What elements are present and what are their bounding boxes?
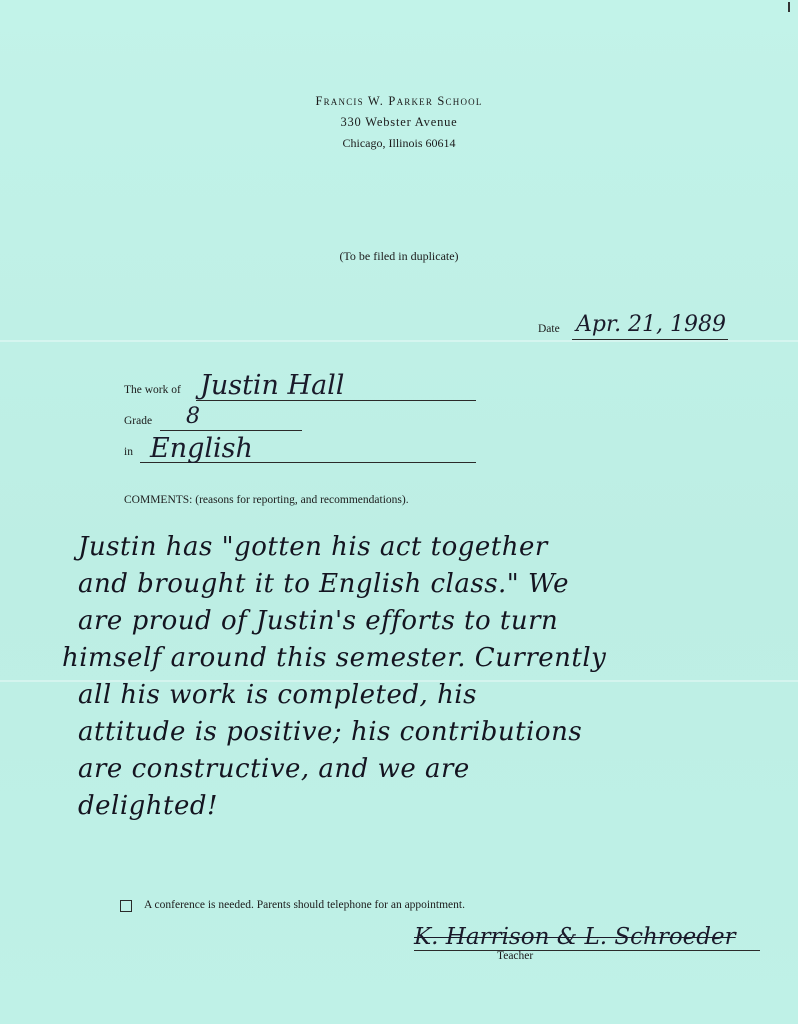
grade-line: [160, 430, 302, 431]
grade-value: 8: [186, 404, 200, 429]
teacher-signature-line: [414, 950, 760, 951]
edge-mark: [788, 2, 790, 12]
teacher-label: Teacher: [497, 950, 534, 962]
date-value: Apr. 21, 1989: [576, 312, 727, 337]
grade-label: Grade: [124, 415, 153, 427]
teacher-signature: K. Harrison & L. Schroeder: [414, 924, 736, 950]
comment-line: all his work is completed, his: [78, 680, 477, 710]
comment-line: delighted!: [78, 791, 218, 821]
comments-label: COMMENTS: (reasons for reporting, and recommendations).: [124, 494, 409, 506]
subject-label: in: [124, 446, 133, 458]
comment-line: are proud of Justin's efforts to turn: [78, 606, 559, 636]
comment-line: Justin has "gotten his act together: [78, 532, 548, 562]
comment-line: and brought it to English class." We: [78, 569, 570, 599]
comment-line: attitude is positive; his contributions: [78, 717, 583, 747]
filing-note: (To be filed in duplicate): [339, 249, 459, 263]
date-line: [572, 339, 728, 340]
subject-value: English: [150, 433, 253, 464]
paper-fold-crease: [0, 340, 798, 342]
conference-text: A conference is needed. Parents should telephone for an appointment.: [144, 899, 465, 911]
student-name: Justin Hall: [200, 370, 345, 401]
school-city: Chicago, Illinois 60614: [342, 136, 456, 150]
conference-checkbox[interactable]: [120, 900, 132, 912]
school-name: Francis W. Parker School: [315, 94, 483, 108]
school-address: 330 Webster Avenue: [340, 115, 458, 129]
comment-line: are constructive, and we are: [78, 754, 470, 784]
date-label: Date: [538, 323, 560, 335]
work-of-label: The work of: [124, 384, 181, 396]
comment-line: himself around this semester. Currently: [62, 643, 607, 673]
